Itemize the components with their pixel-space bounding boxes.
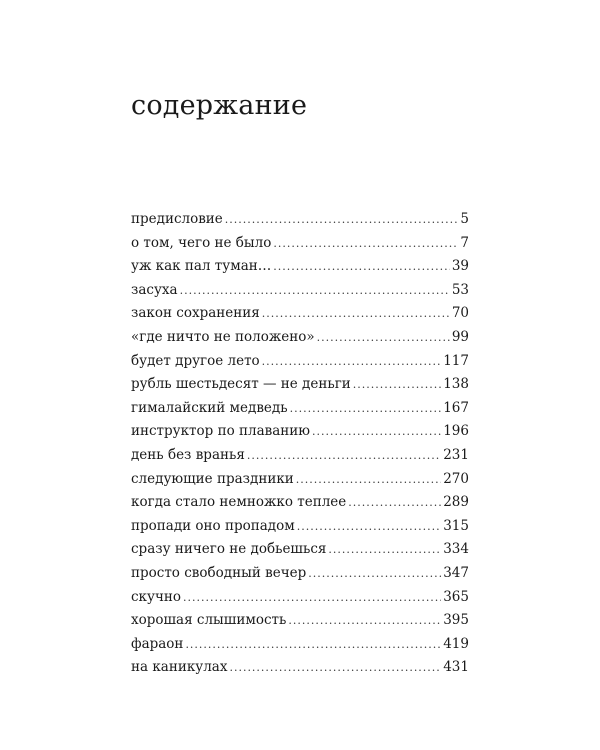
toc-entry xyxy=(131,302,469,326)
toc-leader xyxy=(288,609,441,633)
toc-page-number: 289 xyxy=(443,494,469,511)
toc-leader xyxy=(308,562,441,586)
toc-entry-title: о том, чего не было xyxy=(131,234,272,251)
toc-leader xyxy=(312,420,441,444)
toc-entry-title: скучно xyxy=(131,588,181,605)
toc-page-number: 39 xyxy=(451,258,469,275)
toc-entry xyxy=(131,420,469,444)
toc-entry xyxy=(131,326,469,350)
toc-entry xyxy=(131,468,469,492)
toc-page-number: 334 xyxy=(443,541,469,558)
toc-page-number: 167 xyxy=(443,399,469,416)
toc-page-number: 99 xyxy=(451,328,469,345)
toc-leader xyxy=(185,633,441,657)
toc-entry-title: пропади оно пропадом xyxy=(131,517,295,534)
toc-entry xyxy=(131,656,469,680)
toc-leader xyxy=(247,444,441,468)
toc-entry-title: будет другое лето xyxy=(131,352,260,369)
toc-leader xyxy=(273,255,450,279)
toc-page-number: 53 xyxy=(451,281,469,298)
toc-entry xyxy=(131,538,469,562)
toc-entry xyxy=(131,562,469,586)
toc-entry-title: «где ничто не положено» xyxy=(131,328,315,345)
toc-leader xyxy=(225,208,457,232)
toc-page-number: 7 xyxy=(460,234,469,251)
toc-page-number: 196 xyxy=(443,423,469,440)
toc-entry xyxy=(131,255,469,279)
toc-page-number: 117 xyxy=(443,352,469,369)
toc-page-number: 138 xyxy=(443,376,469,393)
toc-page-number: 365 xyxy=(443,588,469,605)
toc-entry xyxy=(131,350,469,374)
toc-entry xyxy=(131,633,469,657)
toc-entry xyxy=(131,609,469,633)
toc-page-number: 270 xyxy=(443,470,469,487)
toc-leader xyxy=(296,468,441,492)
page-title: содержание xyxy=(131,90,308,121)
toc-entry xyxy=(131,232,469,256)
toc-entry xyxy=(131,279,469,303)
toc-entry xyxy=(131,491,469,515)
toc-leader xyxy=(348,491,441,515)
toc-page-number: 231 xyxy=(443,446,469,463)
toc-leader xyxy=(262,302,450,326)
toc-entry-title: на каникулах xyxy=(131,659,228,676)
toc-leader xyxy=(273,232,457,256)
toc-entry-title: рубль шестьдесят — не деньги xyxy=(131,376,351,393)
toc-leader xyxy=(353,373,441,397)
toc-leader xyxy=(262,350,442,374)
toc-leader xyxy=(297,515,442,539)
toc-entry-title: инструктор по плаванию xyxy=(131,423,311,440)
toc-leader xyxy=(290,397,442,421)
toc-entry xyxy=(131,373,469,397)
toc-entry-title: фараон xyxy=(131,635,184,652)
toc-entry xyxy=(131,444,469,468)
toc-leader xyxy=(317,326,450,350)
toc-entry xyxy=(131,397,469,421)
toc-page-number: 315 xyxy=(443,517,469,534)
toc-entry-title: когда стало немножко теплее xyxy=(131,494,347,511)
toc-page-number: 70 xyxy=(451,305,469,322)
toc-entry-title: засуха xyxy=(131,281,178,298)
toc-entry-title: хорошая слышимость xyxy=(131,612,287,629)
toc-entry-title: гималайский медведь xyxy=(131,399,288,416)
toc-page-number: 347 xyxy=(443,564,469,581)
toc-page-number: 5 xyxy=(460,211,469,227)
toc-leader xyxy=(328,538,441,562)
toc-entry-title: сразу ничего не добьешься xyxy=(131,541,327,558)
toc-entry-title: день без вранья xyxy=(131,446,245,463)
toc-entry-title: следующие праздники xyxy=(131,470,294,487)
toc-leader xyxy=(229,656,441,680)
toc-leader xyxy=(180,279,450,303)
toc-entry-title: закон сохранения xyxy=(131,305,260,322)
toc-entry xyxy=(131,586,469,610)
toc-entry xyxy=(131,208,469,232)
toc-entry-title: предисловие xyxy=(131,211,223,227)
table-of-contents xyxy=(131,208,469,680)
toc-entry-title: уж как пал туман… xyxy=(131,258,272,275)
toc-page-number: 419 xyxy=(443,635,469,652)
toc-entry xyxy=(131,515,469,539)
toc-entry-title: просто свободный вечер xyxy=(131,564,307,581)
toc-page-number: 431 xyxy=(443,659,469,676)
toc-leader xyxy=(183,586,441,610)
toc-page-number: 395 xyxy=(443,612,469,629)
